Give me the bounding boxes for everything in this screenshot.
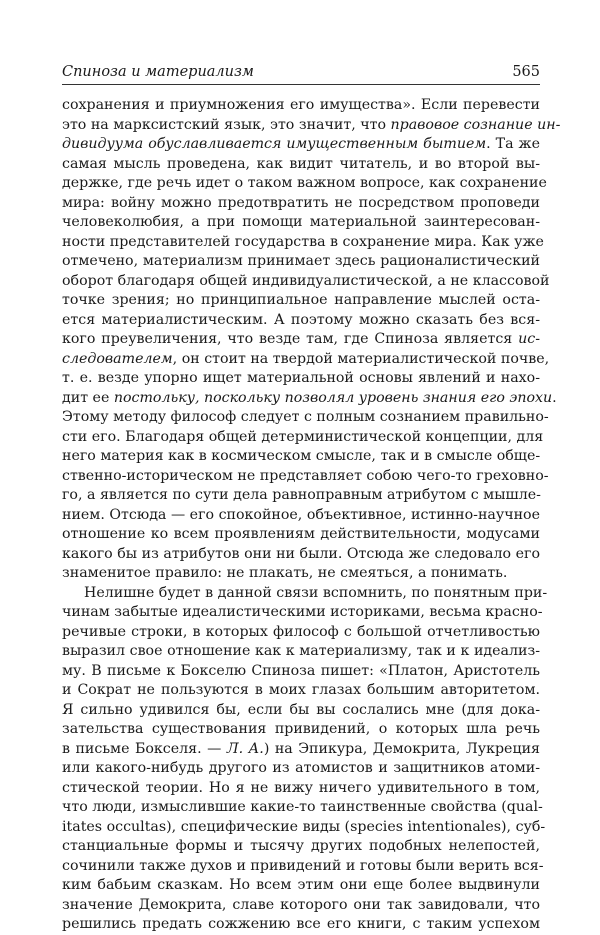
text-line <box>62 155 540 175</box>
text-line <box>62 486 540 506</box>
italic-span: постольку, поскольку позволял уровень знания его эпохи <box>113 389 553 406</box>
text-span: него материя как в космическом смысле, так и в смысле обще- <box>62 448 541 464</box>
text-span: кого преувеличения, что везде там, где Спиноза является <box>62 331 519 347</box>
text-span: решились предать сожжению все его книги, с таким успехом <box>62 916 540 932</box>
text-span: станциальные формы и тысячу других подобных нелепостей, <box>62 838 540 854</box>
body-text <box>62 96 561 935</box>
text-span: чинам забытые идеалистическими историками, весьма красно- <box>62 604 543 620</box>
text-span: сохранения и приумножения его имущества». Если перевести <box>62 97 540 113</box>
text-span: выразил свое отношение как к материализму, так и к идеализ- <box>62 643 540 659</box>
text-line <box>62 252 540 272</box>
italic-span: правовое сознание ин- <box>390 116 561 133</box>
italic-span: дивидуума обуславливается имущественным бытием <box>62 136 487 152</box>
italic-span: Л. А. <box>226 740 264 757</box>
text-span: ется материалистическим. А поэтому можно сказать без вся- <box>62 311 540 328</box>
text-span: ким бабьим сказкам. Но всем этим они еще более выдвинули <box>62 877 540 893</box>
text-span: держке, где речь идет о таком важном вопросе, как сохранение <box>62 175 547 191</box>
text-span: itates occultas), специфические виды (species intentionales), суб- <box>62 818 546 835</box>
text-span: отношение ко всем проявлениям действительности, модусами <box>62 526 540 542</box>
paragraph <box>62 96 561 584</box>
text-line <box>62 350 550 370</box>
text-line <box>62 720 540 740</box>
text-line <box>62 701 540 721</box>
text-span: Этому методу философ следует с полным сознанием правильно- <box>62 409 549 425</box>
text-span: человеколюбия, а при помощи материальной заинтересован- <box>62 214 540 230</box>
text-line <box>62 584 548 604</box>
text-span: знаменитое правило: не плакать, не смеяться, а понимать. <box>62 565 508 581</box>
text-line <box>62 564 540 584</box>
text-line <box>62 798 543 818</box>
text-line <box>62 311 540 331</box>
text-span: речивые строки, в которых философ с большой отчетливостью <box>62 623 540 640</box>
text-line <box>62 603 543 623</box>
text-span: оборот благодаря общей индивидуалистической, а не классовой <box>62 272 550 289</box>
text-span: мира: войну можно предотвратить не посредством проповеди <box>62 194 540 211</box>
text-line <box>62 525 540 545</box>
text-span: ственно-историческом не представляет собою чего-то греховно- <box>62 467 549 484</box>
text-line <box>62 876 540 896</box>
header-rule <box>62 84 540 85</box>
text-span: и Сократ не пользуются в моих глазах большим авторитетом. <box>62 682 540 698</box>
text-span: го, а является по сути дела равноправным атрибутом с мышле- <box>62 487 541 503</box>
text-line <box>62 135 540 155</box>
text-line <box>62 272 550 292</box>
text-line <box>62 857 544 877</box>
text-line <box>62 447 540 467</box>
text-span: самая мысль проведена, как видит читатель, и во второй вы- <box>62 155 540 172</box>
text-line <box>62 740 540 760</box>
text-line <box>62 389 557 409</box>
text-line <box>62 369 540 389</box>
text-line <box>62 174 547 194</box>
text-line <box>62 330 540 350</box>
text-span: в письме Бокселя. — <box>62 740 227 757</box>
text-line <box>62 506 540 526</box>
text-span: , он стоит на твердой материалистической почве, <box>172 350 550 367</box>
text-span: дит ее <box>62 389 114 406</box>
text-line <box>62 818 546 838</box>
running-title: Спиноза и материализм <box>62 64 254 80</box>
text-line <box>62 213 540 233</box>
text-span: . <box>552 389 557 406</box>
paragraph <box>62 584 548 935</box>
italic-span: следователем <box>62 350 173 367</box>
text-span: ) на Эпикура, Демокрита, Лукреция <box>263 740 540 757</box>
text-line <box>62 623 540 643</box>
text-span: му. В письме к Бокселю Спиноза пишет: «Платон, Аристотель <box>62 662 540 679</box>
text-span: стической теории. Но я не вижу ничего удивительного в том, <box>62 779 540 796</box>
text-span: точке зрения; но принципиальное направление мыслей оста- <box>62 292 540 308</box>
text-line <box>62 837 540 857</box>
text-line <box>62 759 540 779</box>
text-line <box>62 779 540 799</box>
text-span: значение Демокрита, славе которого они так завидовали, что <box>62 896 540 913</box>
text-span: нием. Отсюда — его спокойное, объективное, истинно-научное <box>62 506 540 523</box>
text-line <box>62 408 549 428</box>
text-line <box>62 642 540 662</box>
text-line <box>62 896 540 916</box>
text-line <box>62 96 540 116</box>
text-line <box>62 194 540 214</box>
text-line <box>62 545 540 565</box>
page-header <box>62 60 540 84</box>
page-number: 565 <box>512 64 540 80</box>
text-span: сти его. Благодаря общей детерминистической концепции, для <box>62 428 544 445</box>
text-span: ности представителей государства в сохранение мира. Как уже <box>62 233 544 250</box>
text-span: Я сильно удивился бы, если бы вы сослались мне (для дока- <box>62 701 540 718</box>
text-line <box>62 467 549 487</box>
text-span: Нелишне будет в данной связи вспомнить, по понятным при- <box>84 584 548 601</box>
text-span: зательства существования привидений, о которых шла речь <box>62 721 540 737</box>
text-span: это на марксистский язык, это значит, что <box>62 116 391 133</box>
text-line <box>62 428 544 448</box>
text-span: что люди, измыслившие какие-то таинственные свойства (qual- <box>62 799 543 815</box>
text-span: т. е. везде упорно ищет материальной основы явлений и нахо- <box>62 370 540 386</box>
italic-span: ис- <box>518 331 540 347</box>
text-line <box>62 291 540 311</box>
text-line <box>62 681 540 701</box>
text-span: отмечено, материализм принимает здесь рационалистический <box>62 253 540 269</box>
text-line <box>62 662 540 682</box>
text-line <box>62 116 561 136</box>
text-line <box>62 233 544 253</box>
text-span: какого бы из атрибутов они ни были. Отсюда же следовало его <box>62 545 540 562</box>
text-span: . Та же <box>486 136 540 152</box>
text-line <box>62 915 540 935</box>
text-span: сочинили также духов и привидений и готовы были верить вся- <box>62 857 544 874</box>
text-span: или какого-нибудь другого из атомистов и защитников атоми- <box>62 760 540 776</box>
